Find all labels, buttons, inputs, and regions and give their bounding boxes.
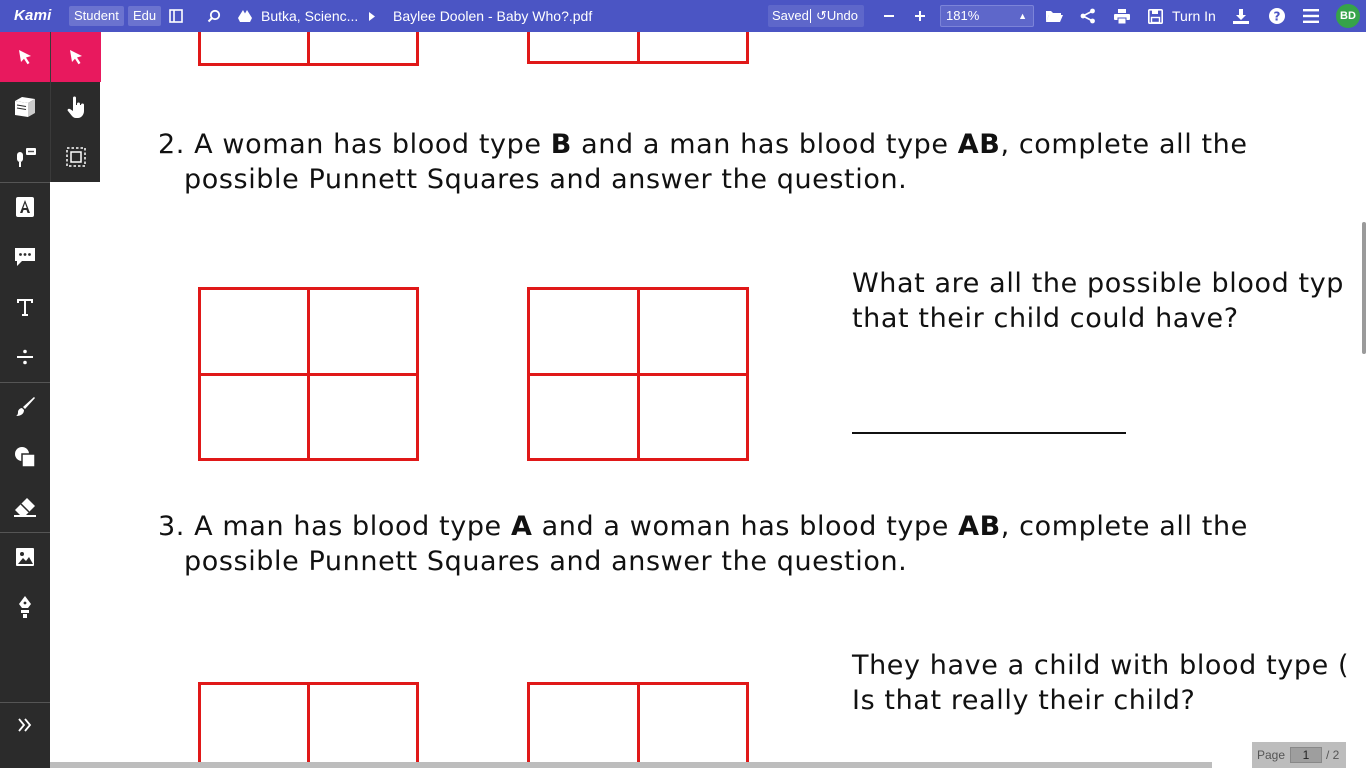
expand-toolbar-button[interactable] xyxy=(0,700,50,750)
google-drive-icon xyxy=(236,0,254,32)
question-number: 3. xyxy=(158,511,185,542)
select-tool[interactable] xyxy=(0,32,50,82)
open-folder-icon[interactable] xyxy=(1043,0,1065,32)
answer-line xyxy=(852,432,1126,434)
question-text: A woman has blood type xyxy=(194,129,551,160)
question-text: and a woman has blood type xyxy=(532,511,959,542)
punnett-square xyxy=(527,287,749,461)
vertical-scrollbar[interactable] xyxy=(1362,222,1366,354)
reading-tool[interactable] xyxy=(0,82,50,132)
blood-type: B xyxy=(550,129,572,160)
kami-logo: Kami xyxy=(14,7,52,24)
undo-label: Undo xyxy=(826,8,858,23)
saved-label: Saved xyxy=(772,8,809,23)
punnett-square xyxy=(198,682,419,768)
blood-type: AB xyxy=(957,129,1001,160)
text-icon xyxy=(15,297,35,317)
student-badge[interactable]: Student xyxy=(69,6,124,26)
page-label: Page xyxy=(1257,748,1286,762)
punnett-square xyxy=(527,32,749,64)
q2-side-question-line2: that their child could have? xyxy=(852,303,1239,334)
cursor-icon xyxy=(16,48,34,66)
q2-side-question-line1: What are all the possible blood typ xyxy=(852,268,1345,299)
paintbrush-icon xyxy=(14,396,36,418)
q3-side-question-line2: Is that really their child? xyxy=(852,685,1196,716)
save-icon[interactable] xyxy=(1145,0,1165,32)
shapes-tool[interactable] xyxy=(0,432,50,482)
area-select-icon xyxy=(66,147,86,167)
pan-hand-option[interactable] xyxy=(51,82,101,132)
eraser-icon xyxy=(14,497,36,517)
punnett-square xyxy=(198,32,419,66)
help-icon[interactable] xyxy=(1267,0,1287,32)
save-status xyxy=(768,5,864,27)
image-tool[interactable] xyxy=(0,532,50,582)
q3-side-question-line1: They have a child with blood type ( xyxy=(852,650,1350,681)
blood-type: A xyxy=(510,511,533,542)
zoom-out-button[interactable] xyxy=(880,0,898,32)
edu-badge[interactable]: Edu xyxy=(128,6,161,26)
download-icon[interactable] xyxy=(1231,0,1251,32)
sidebar-toggle-icon[interactable] xyxy=(166,0,186,32)
area-select-option[interactable] xyxy=(51,132,101,182)
pen-nib-icon xyxy=(18,596,32,618)
signature-tool[interactable] xyxy=(0,582,50,632)
divide-icon xyxy=(16,349,34,365)
microphone-icon xyxy=(13,146,37,168)
page-indicator xyxy=(1252,742,1346,768)
share-icon[interactable] xyxy=(1077,0,1099,32)
punnett-square xyxy=(527,682,749,768)
markup-tool[interactable] xyxy=(0,182,50,232)
comment-icon xyxy=(14,247,36,267)
question-text: A man has blood type xyxy=(194,511,511,542)
question-text: , complete all the xyxy=(1000,511,1248,542)
zoom-value: 181% xyxy=(946,8,980,23)
horizontal-scrollbar[interactable] xyxy=(50,762,1212,768)
chevron-right-icon xyxy=(366,0,378,32)
top-toolbar xyxy=(0,0,1366,32)
zoom-in-button[interactable] xyxy=(911,0,929,32)
drawing-tool[interactable] xyxy=(0,382,50,432)
breadcrumb-folder[interactable]: Butka, Scienc... xyxy=(261,8,359,24)
page-number-input[interactable]: 1 xyxy=(1290,747,1322,763)
breadcrumb-file[interactable]: Baylee Doolen - Baby Who?.pdf xyxy=(393,8,593,24)
zoom-arrows-icon: ▲ xyxy=(1018,11,1027,21)
page-total: / 2 xyxy=(1326,748,1340,762)
undo-icon: ↺ xyxy=(816,8,827,23)
menu-icon[interactable] xyxy=(1301,0,1321,32)
shapes-icon xyxy=(14,446,36,468)
select-cursor-option[interactable] xyxy=(51,32,101,82)
select-subtoolbar xyxy=(50,32,100,182)
question-3-line2: possible Punnett Squares and answer the question. xyxy=(184,546,908,577)
dictation-tool[interactable] xyxy=(0,132,50,182)
blood-type: AB xyxy=(958,511,1001,542)
highlighter-icon xyxy=(14,196,36,218)
zoom-select[interactable] xyxy=(940,5,1034,27)
user-avatar[interactable]: BD xyxy=(1336,4,1360,28)
double-chevron-right-icon xyxy=(18,718,32,732)
punnett-square xyxy=(198,287,419,461)
question-number: 2. xyxy=(158,129,185,160)
print-icon[interactable] xyxy=(1111,0,1133,32)
text-tool[interactable] xyxy=(0,282,50,332)
question-text: and a man has blood type xyxy=(571,129,958,160)
search-icon[interactable] xyxy=(204,0,224,32)
undo-button[interactable] xyxy=(816,5,858,27)
question-2-text xyxy=(158,127,1248,162)
question-2-line2: possible Punnett Squares and answer the question. xyxy=(184,164,908,195)
equation-tool[interactable] xyxy=(0,332,50,382)
book-icon xyxy=(13,96,37,118)
document-viewer[interactable] xyxy=(50,32,1366,768)
image-icon xyxy=(15,547,35,567)
turn-in-button[interactable]: Turn In xyxy=(1172,8,1216,24)
saved-divider xyxy=(810,9,811,23)
eraser-tool[interactable] xyxy=(0,482,50,532)
left-toolbar xyxy=(0,32,50,768)
cursor-icon xyxy=(67,48,85,66)
comment-tool[interactable] xyxy=(0,232,50,282)
question-3-text xyxy=(158,509,1248,544)
svg-text:?: ? xyxy=(1273,9,1281,24)
hand-pointer-icon xyxy=(66,96,86,118)
question-text: , complete all the xyxy=(1000,129,1248,160)
